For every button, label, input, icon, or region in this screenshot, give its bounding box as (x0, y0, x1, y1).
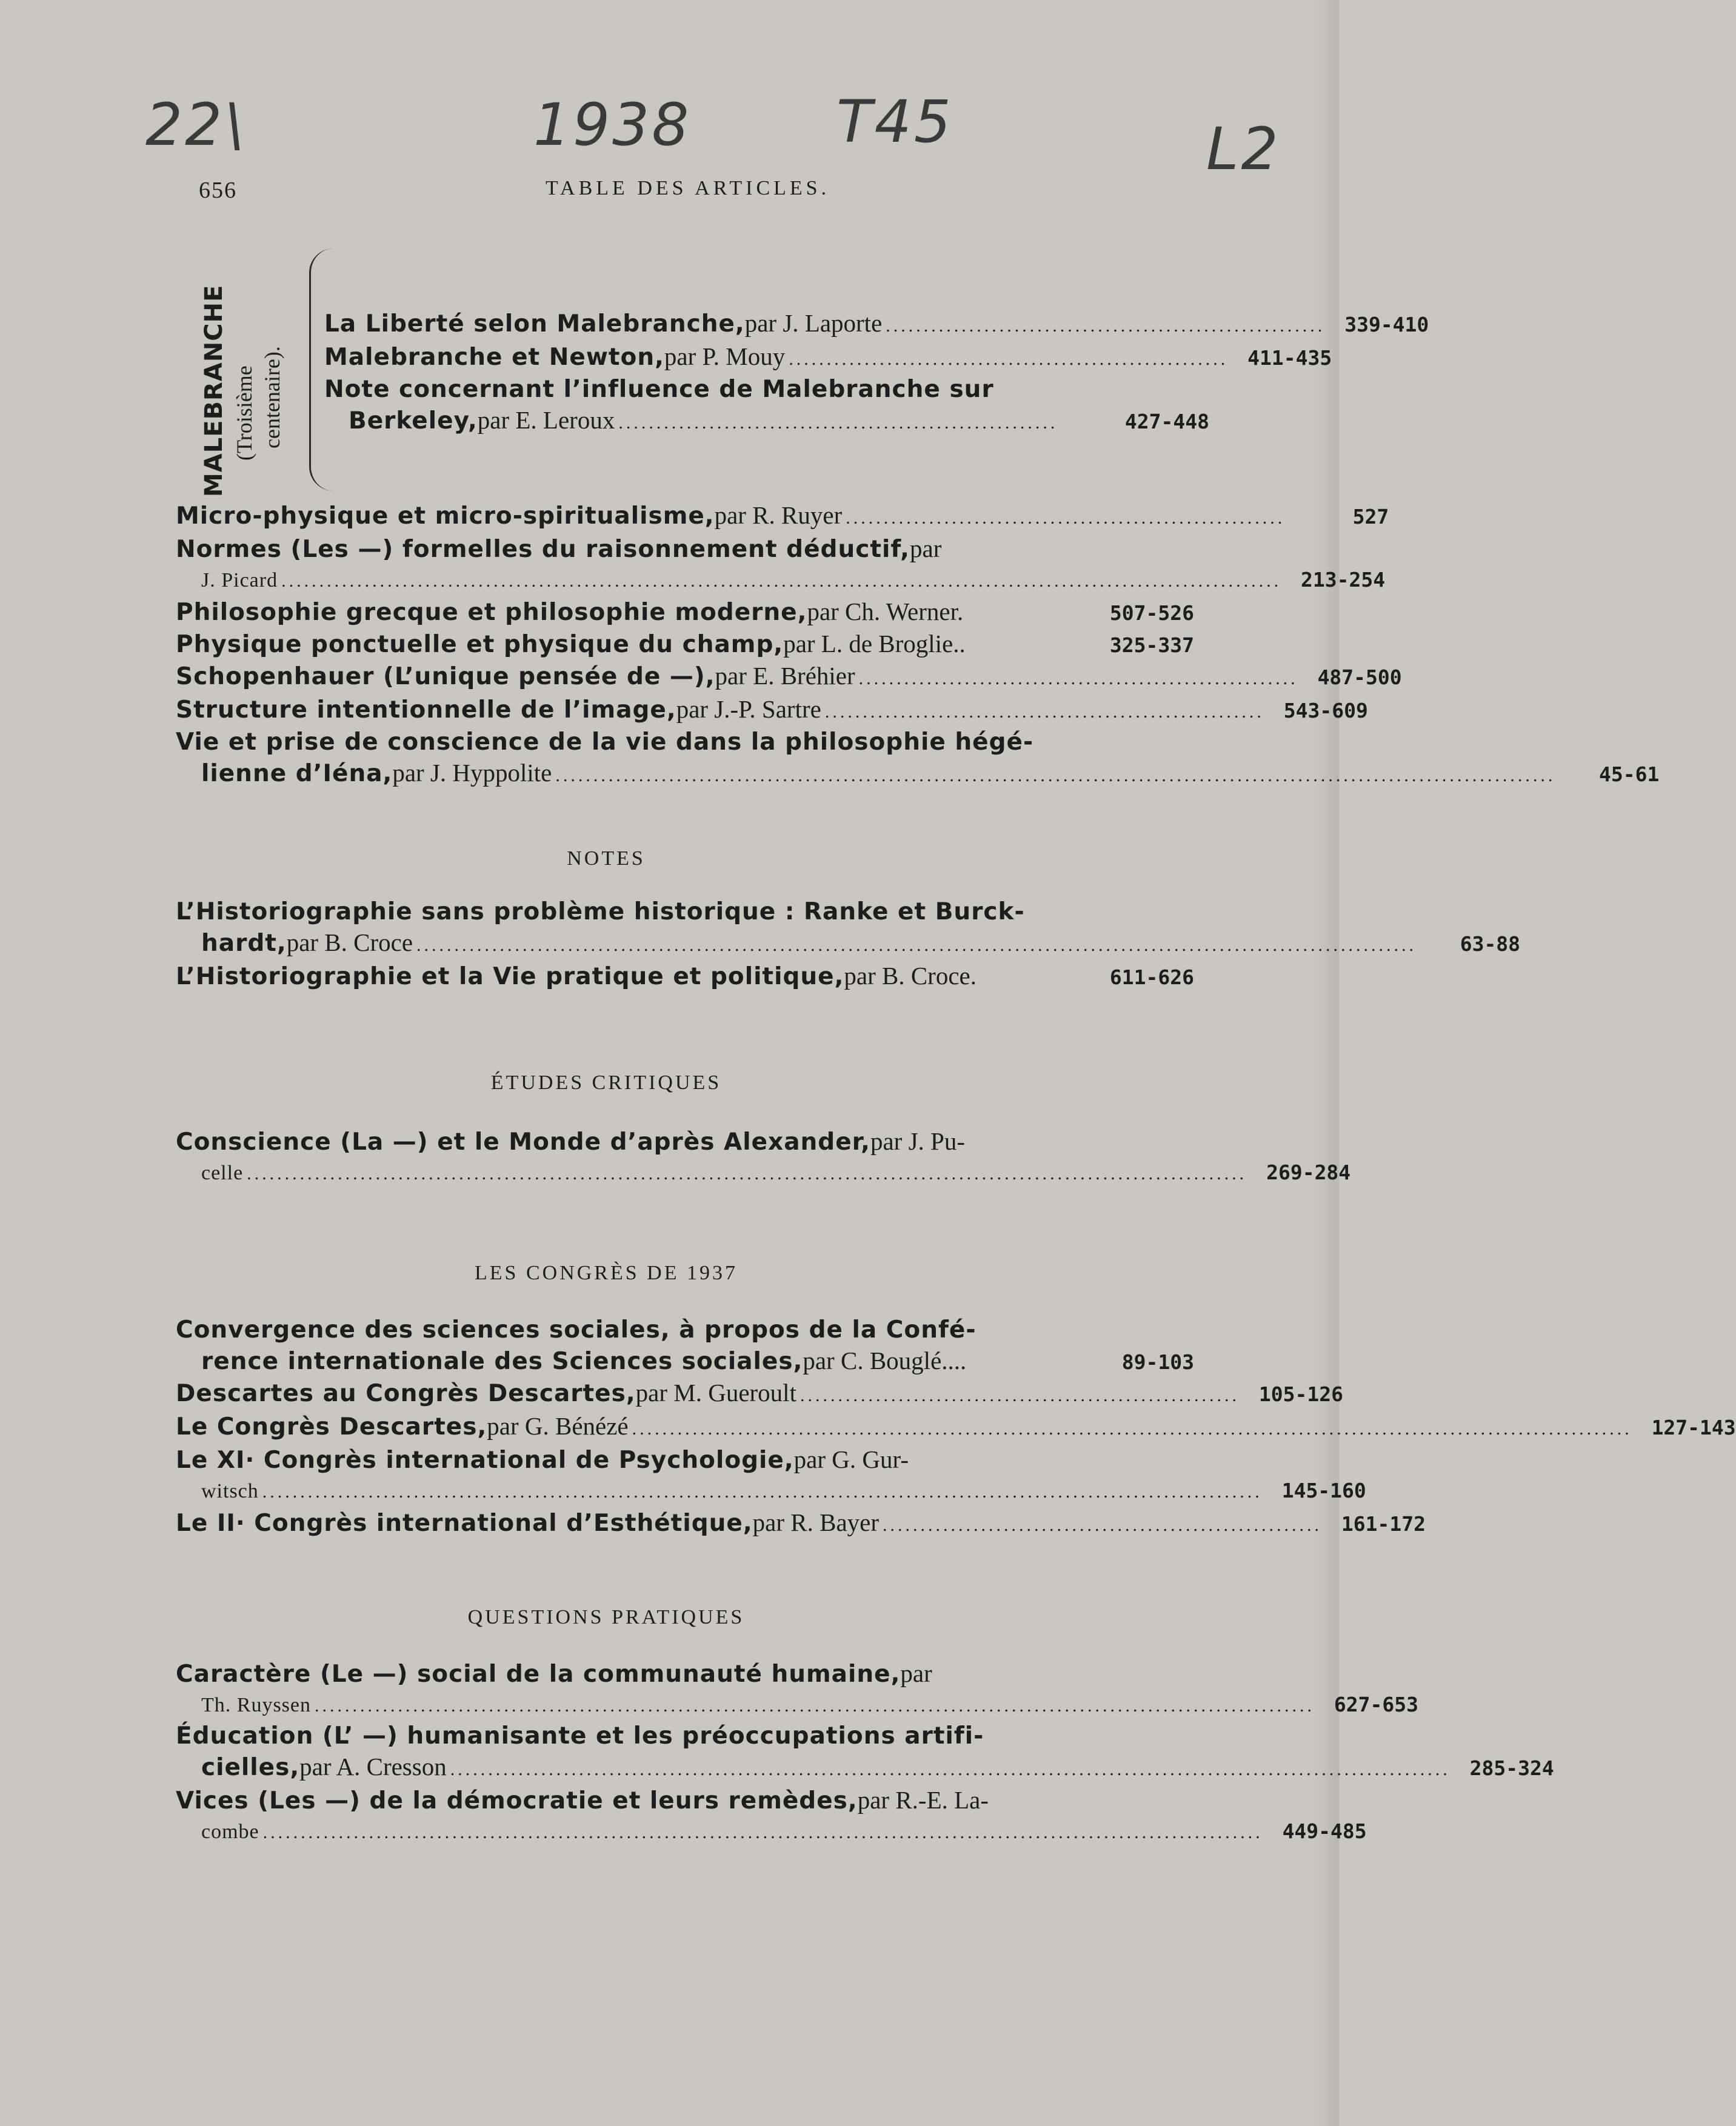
entry-author: Th. Ruyssen (201, 1694, 311, 1716)
main-entries (176, 500, 1660, 791)
toc-entry-continuation (176, 1751, 1554, 1785)
entry-author: celle (201, 1162, 244, 1184)
notes-entries (176, 897, 1521, 993)
toc-entry (176, 1721, 1194, 1751)
entry-title: Le Congrès Descartes, (176, 1413, 487, 1441)
entry-pages: 339-410 (1344, 313, 1429, 336)
malebranche-sublabel-2: centenaire). (260, 346, 284, 448)
entry-title: Normes (Les —) formelles du raisonnement déductif, (176, 536, 910, 563)
toc-entry-continuation (176, 758, 1660, 791)
entry-pages: 161-172 (1341, 1512, 1426, 1536)
leader-dots: .......................................................... (846, 508, 1286, 528)
entry-author: par G. Gur- (793, 1445, 909, 1473)
entry-title: Structure intentionnelle de l’image, (176, 696, 676, 724)
section-heading-notes: NOTES (567, 847, 646, 870)
entry-pages: 63-88 (1460, 932, 1521, 956)
leader-dots: .................................................................................................................................... (247, 1164, 1247, 1184)
toc-entry-continuation (176, 927, 1521, 961)
entry-author: par R.-E. La- (857, 1786, 989, 1814)
section-heading-questions: QUESTIONS PRATIQUES (467, 1606, 745, 1628)
toc-entry (176, 500, 1389, 533)
leader-dots: .......................................................... (618, 413, 1058, 433)
entry-title: L’Historiographie et la Vie pratique et politique, (176, 963, 844, 990)
leader-dots: .................................................................................................................................... (262, 1822, 1263, 1842)
section-heading-etudes: ÉTUDES CRITIQUES (490, 1071, 722, 1094)
toc-entry-continuation (176, 565, 1386, 596)
toc-entry-continuation (324, 405, 1209, 438)
entry-title-cont: Berkeley, (349, 407, 478, 435)
malebranche-sublabel-1: (Troisième (232, 365, 256, 461)
entry-author: par (910, 535, 942, 562)
malebranche-group (194, 242, 1429, 497)
leader-dots: .................................................................................................................................... (416, 935, 1417, 955)
entry-title: Vices (Les —) de la démocratie et leurs remèdes, (176, 1787, 858, 1814)
toc-entry (176, 694, 1368, 727)
toc-entry-continuation (176, 1690, 1418, 1721)
entry-pages: 427-448 (1124, 410, 1209, 433)
entry-title: Le XI· Congrès international de Psychologie, (176, 1447, 794, 1474)
toc-entry (176, 533, 1194, 565)
entry-pages: 487-500 (1317, 665, 1402, 689)
page-number: 656 (199, 178, 237, 203)
toc-entry (176, 1507, 1426, 1541)
entry-pages: 45-61 (1599, 762, 1660, 786)
handwritten-note-1: 22\ (145, 91, 247, 159)
entry-title-cont: hardt, (201, 930, 287, 957)
congres-entries (176, 1315, 1736, 1541)
leader-dots: .................................................................................................................................... (450, 1759, 1451, 1779)
leader-dots: .................................................................................................................................... (315, 1696, 1315, 1716)
toc-entry (176, 1785, 1194, 1816)
toc-entry (176, 727, 1194, 758)
entry-author: par B. Croce (286, 928, 413, 956)
entry-author: par B. Croce. (844, 962, 977, 990)
leader-dots: .......................................................... (883, 1515, 1322, 1535)
entry-pages: 89-103 (1121, 1350, 1194, 1374)
entry-author: par L. de Broglie.. (783, 630, 966, 658)
entry-title: Physique ponctuelle et physique du champ, (176, 631, 784, 658)
entry-pages: 127-143 (1651, 1416, 1736, 1439)
entry-author: par J. Pu- (870, 1127, 965, 1155)
toc-entry (176, 1444, 1194, 1476)
entry-title: Malebranche et Newton, (324, 344, 664, 371)
entry-title: La Liberté selon Malebranche, (324, 310, 745, 338)
toc-entry (176, 897, 1194, 927)
etudes-entries (176, 1126, 1351, 1189)
malebranche-entries (324, 308, 1429, 438)
entry-author: par J.-P. Sartre (676, 695, 821, 723)
entry-title-cont: rence internationale des Sciences sociales, (201, 1348, 803, 1375)
entry-title: Éducation (L’ —) humanisante et les préoccupations artifi- (176, 1722, 984, 1750)
toc-entry-continuation (176, 1345, 1194, 1378)
leader-dots: .......................................................... (789, 349, 1229, 369)
toc-entry (176, 661, 1402, 694)
entry-author: par J. Hyppolite (392, 759, 552, 787)
entry-author: par C. Bouglé.... (803, 1347, 967, 1375)
entry-pages: 269-284 (1266, 1161, 1351, 1184)
toc-entry (324, 341, 1332, 375)
toc-entry (176, 961, 1194, 993)
entry-author: par (900, 1659, 932, 1687)
entry-author: par E. Bréhier (715, 662, 855, 690)
entry-author: par M. Gueroult (635, 1379, 796, 1407)
page-title: TABLE DES ARTICLES. (546, 177, 830, 199)
entry-title: Convergence des sciences sociales, à propos de la Confé- (176, 1316, 977, 1344)
entry-author: par G. Bénézé (487, 1412, 629, 1440)
entry-title: Descartes au Congrès Descartes, (176, 1380, 636, 1407)
entry-title: Caractère (Le —) social de la communauté humaine, (176, 1661, 901, 1688)
entry-pages: 325-337 (1109, 633, 1194, 657)
entry-pages: 543-609 (1283, 699, 1368, 722)
entry-pages: 145-160 (1281, 1479, 1366, 1502)
leader-dots: .......................................................... (800, 1385, 1240, 1405)
entry-pages: 213-254 (1301, 568, 1386, 591)
toc-entry (176, 1126, 1194, 1158)
questions-entries (176, 1658, 1554, 1848)
leader-dots: .................................................................................................................................... (262, 1482, 1263, 1502)
toc-entry (176, 1658, 1194, 1690)
toc-entry (176, 1378, 1343, 1411)
entry-author: par A. Cresson (299, 1753, 447, 1781)
handwritten-note-2: 1938 (533, 91, 692, 159)
toc-entry (324, 308, 1429, 341)
entry-author: par P. Mouy (664, 342, 786, 370)
toc-entry-continuation (176, 1816, 1367, 1848)
toc-entry-continuation (176, 1476, 1366, 1507)
entry-pages: 105-126 (1258, 1382, 1343, 1406)
entry-author: par R. Bayer (752, 1508, 879, 1536)
handwritten-note-3: T45 (836, 88, 953, 156)
entry-pages: 411-435 (1247, 346, 1332, 370)
leader-dots: .................................................................................................................................... (632, 1419, 1632, 1439)
entry-title-cont: lienne d’Iéna, (201, 760, 393, 787)
malebranche-side-label (194, 242, 285, 497)
entry-author: par J. Laporte (744, 309, 883, 337)
handwritten-note-4: L2 (1206, 115, 1281, 183)
section-heading-congres: LES CONGRÈS DE 1937 (475, 1262, 738, 1284)
entry-pages: 507-526 (1109, 601, 1194, 625)
leader-dots: .................................................................................................................................... (281, 571, 1282, 591)
toc-entry (324, 375, 1209, 405)
toc-entry (176, 1315, 1194, 1345)
entry-pages: 527 (1352, 505, 1389, 528)
entry-author: par Ch. Werner. (807, 598, 964, 625)
entry-title: Philosophie grecque et philosophie moderne, (176, 599, 807, 626)
entry-pages: 611-626 (1109, 965, 1194, 989)
entry-title-cont: cielles, (201, 1754, 300, 1781)
entry-pages: 627-653 (1334, 1693, 1418, 1716)
leader-dots: .................................................................................................................................... (555, 765, 1556, 785)
entry-title: Vie et prise de conscience de la vie dans la philosophie hégé- (176, 728, 1034, 756)
leader-dots: .......................................................... (858, 668, 1298, 688)
entry-title: Le II· Congrès international d’Esthétique, (176, 1510, 753, 1537)
entry-author: J. Picard (201, 569, 278, 591)
toc-entry (176, 1411, 1736, 1444)
entry-author: witsch (201, 1480, 259, 1502)
entry-pages: 449-485 (1282, 1819, 1367, 1843)
entry-author: combe (201, 1821, 259, 1843)
entry-title: Schopenhauer (L’unique pensée de —), (176, 663, 715, 690)
leader-dots: .......................................................... (886, 316, 1326, 336)
toc-entry (176, 596, 1194, 628)
entry-author: par R. Ruyer (714, 501, 843, 529)
entry-title: Conscience (La —) et le Monde d’après Alexander, (176, 1128, 870, 1156)
toc-entry (176, 628, 1194, 661)
entry-title: Micro-physique et micro-spiritualisme, (176, 502, 715, 530)
leader-dots: .......................................................... (824, 702, 1264, 722)
malebranche-label: MALEBRANCHE (200, 284, 228, 497)
entry-title: Note concernant l’influence de Malebranche sur (324, 376, 994, 403)
entry-author: par E. Leroux (477, 406, 615, 434)
entry-pages: 285-324 (1469, 1756, 1554, 1780)
entry-title: L’Historiographie sans problème historique : Ranke et Burck- (176, 898, 1025, 925)
toc-entry-continuation (176, 1158, 1351, 1189)
